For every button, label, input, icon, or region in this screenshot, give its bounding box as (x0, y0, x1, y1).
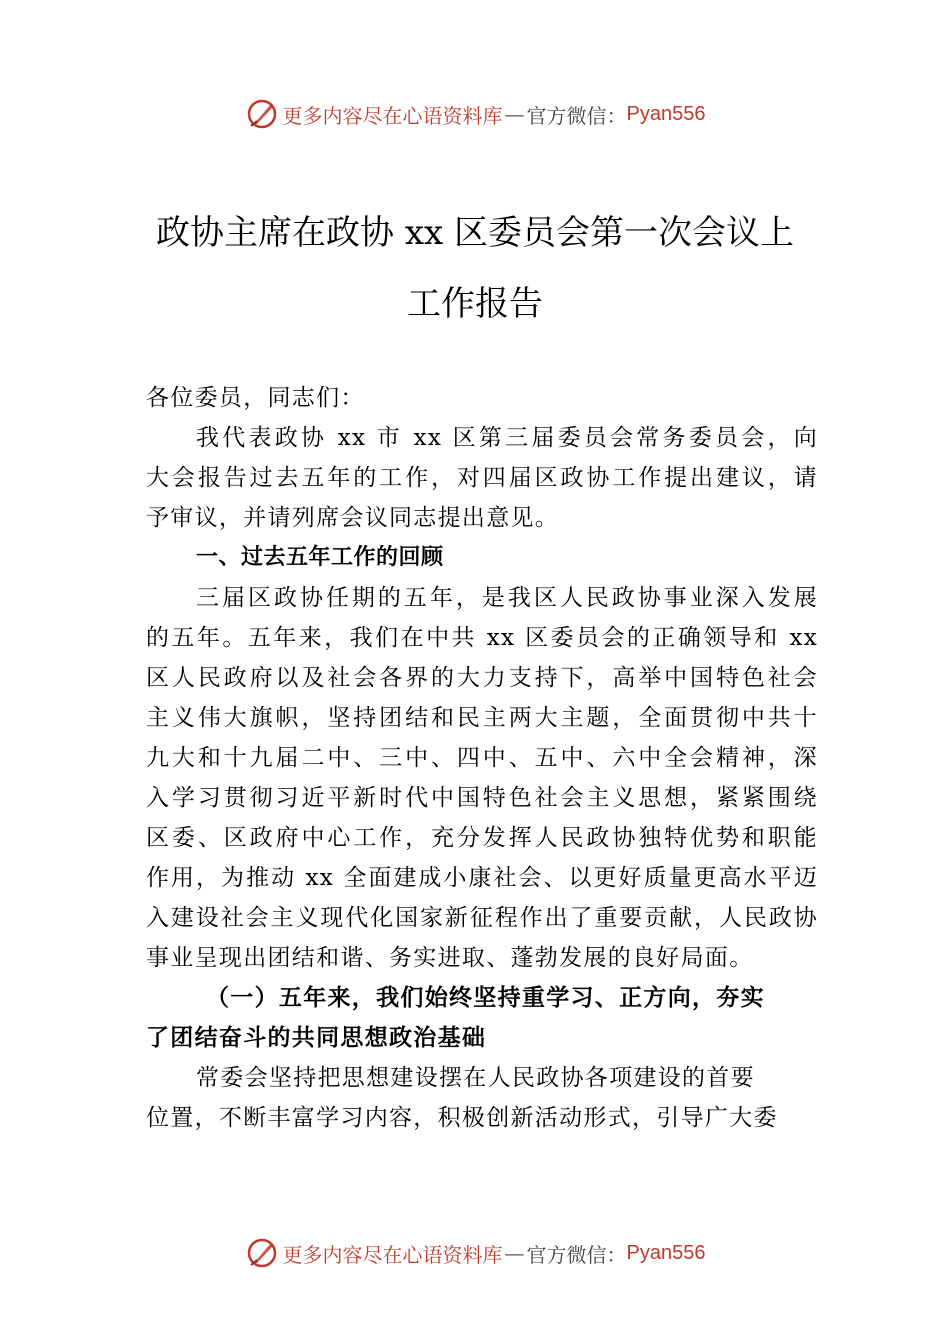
intro-line: 大会报告过去五年的工作，对四届区政协工作提出建议，请 (146, 465, 818, 491)
banner-dash: — (504, 1241, 525, 1265)
banner-wechat-label: 官方微信： (526, 103, 627, 128)
feather-pen-logo-icon (245, 97, 279, 131)
banner-dash: — (504, 102, 525, 126)
document-title-line-1: 政协主席在政协 xx 区委员会第一次会议上 (156, 213, 794, 253)
header-banner (0, 94, 950, 134)
paragraph-line: 的五年。五年来，我们在中共 xx 区委员会的正确领导和 xx (146, 625, 818, 651)
feather-pen-logo-icon (245, 1236, 279, 1270)
banner-wechat-id: Pyan556 (626, 1241, 706, 1264)
intro-line: 我代表政协 xx 市 xx 区第三届委员会常务委员会，向 (196, 425, 818, 451)
salutation: 各位委员，同志们： (146, 385, 365, 411)
banner-wechat-label: 官方微信： (526, 1242, 627, 1267)
footer-banner (0, 1233, 950, 1273)
banner-wechat-id: Pyan556 (626, 102, 706, 125)
paragraph-line: 区委、区政府中心工作，充分发挥人民政协独特优势和职能 (146, 825, 818, 851)
section-heading: 一、过去五年工作的回顾 (196, 545, 444, 570)
paragraph-line: 常委会坚持把思想建设摆在人民政协各项建设的首要 (196, 1065, 755, 1091)
paragraph-line: 位置，不断丰富学习内容，积极创新活动形式，引导广大委 (146, 1105, 778, 1131)
paragraph-line: 入建设社会主义现代化国家新征程作出了重要贡献，人民政协 (146, 905, 818, 931)
document-title-line-2: 工作报告 (407, 284, 543, 324)
paragraph-line: 区人民政府以及社会各界的大力支持下，高举中国特色社会 (146, 665, 818, 691)
subsection-heading: 了团结奋斗的共同思想政治基础 (146, 1024, 487, 1051)
paragraph-line: 作用，为推动 xx 全面建成小康社会、以更好质量更高水平迈 (146, 865, 818, 891)
document-body (146, 378, 818, 1138)
intro-line: 予审议，并请列席会议同志提出意见。 (146, 505, 560, 531)
paragraph-line: 九大和十九届二中、三中、四中、五中、六中全会精神，深 (146, 745, 818, 771)
paragraph-line: 入学习贯彻习近平新时代中国特色社会主义思想，紧紧围绕 (146, 785, 818, 811)
paragraph-line: 三届区政协任期的五年，是我区人民政协事业深入发展 (196, 585, 818, 611)
banner-brand-text: 更多内容尽在心语资料库 (282, 103, 503, 128)
subsection-heading: （一）五年来，我们始终坚持重学习、正方向，夯实 (206, 984, 765, 1011)
paragraph-line: 事业呈现出团结和谐、务实进取、蓬勃发展的良好局面。 (146, 945, 754, 971)
paragraph-line: 主义伟大旗帜，坚持团结和民主两大主题，全面贯彻中共十 (146, 705, 818, 731)
banner-brand-text: 更多内容尽在心语资料库 (282, 1242, 503, 1267)
